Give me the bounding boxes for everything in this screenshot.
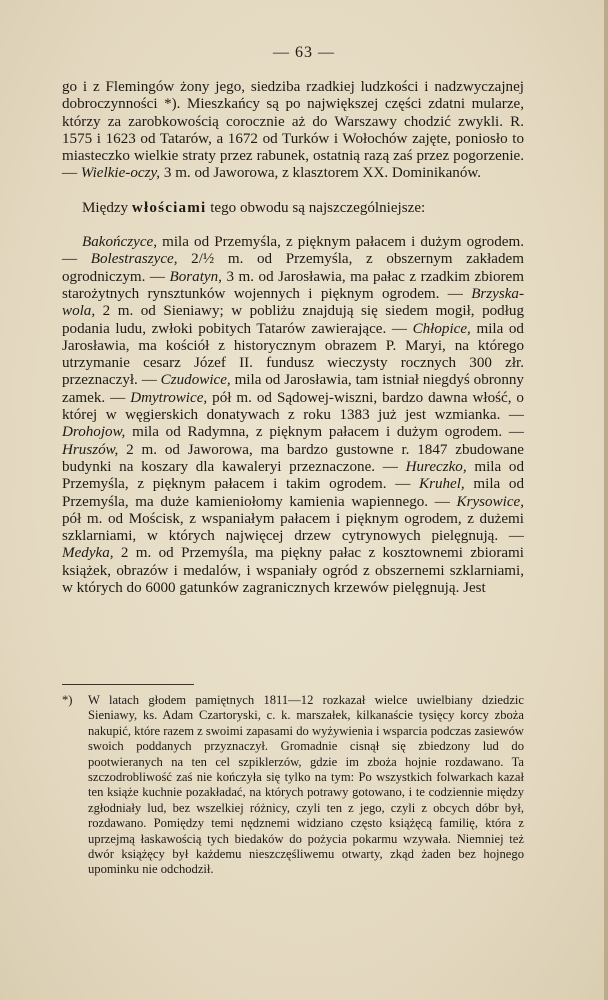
village-name: Drohojow, — [62, 424, 126, 441]
village-name: Kruhel, — [419, 476, 465, 493]
village-name: Brzyska-wola, — [62, 285, 525, 320]
village-text: mila od Przemyśla, ma duże kamieniołomy kamienia wapiennego. — — [62, 476, 524, 510]
footnote-mark: *) — [62, 693, 73, 707]
village-text: 2 m. od Jaworowa, ma bardzo gustowne r. 1847 zbudowane budynki na koszary dla kawaleryi przeznaczone. — — [62, 441, 524, 475]
main-text — [62, 79, 524, 597]
village-name: Dmytrowice, — [130, 389, 208, 406]
village-name: Medyka, — [62, 545, 114, 562]
village-text: 2 m. od Przemyśla, ma piękny pałac z kosztownemi zbiorami książek, obrazów i medalów, i wspaniały ogród z obszernemi szklarniami, w których do 6000 gatunków zagranicznych krzewów pielęgnują. Jest — [62, 545, 524, 597]
footnote-rule — [62, 684, 194, 685]
village-name: Boratyn, — [169, 268, 222, 285]
village-text: mila od Radymna, z pięknym pałacem i dużym ogrodem. — — [132, 424, 524, 441]
heading-before: Między — [82, 199, 129, 216]
paragraph-intro — [62, 79, 524, 183]
village-text: 2 m. od Sieniawy; w pobliżu znajdują się siedem mogił, podług podania ludu, zwłoki pobitych Tatarów zawierające. — — [62, 303, 524, 337]
villages-heading — [62, 200, 524, 217]
village-text: pół m. od Mościsk, z wspaniałym pałacem i pięknym ogrodem, z dużemi szklarniami, w których najwięcej drzew cytrynowych pielęgnują. — — [62, 510, 524, 545]
village-text: mila od Przemyśla, z pięknym pałacem i takim ogrodem. — — [62, 458, 524, 493]
village-name: Hureczko, — [405, 458, 467, 475]
footnote-body — [88, 693, 524, 878]
village-text: 3 m. od Jarosławia, ma pałac z rzadkim zbiorem starożytnych rynsztunków wojennych i pięknym ogrodem. — — [62, 268, 524, 302]
village-name: Hruszów, — [62, 441, 119, 458]
page-edge — [604, 0, 608, 1000]
village-name: Bakończyce, — [82, 234, 158, 251]
village-text: pół m. od Sądowej-wiszni, bardzo dawna włość, o której w węgierskich donatywach z roku 1383 już jest wzmianka. — — [62, 389, 524, 424]
village-name: Krysowice, — [456, 493, 525, 510]
village-text: mila od Jarosławia, tam istniał niegdyś obronny zamek. — — [62, 372, 524, 406]
village-text: 2/½ m. od Przemyśla, z obszernym zakładem ogrodniczym. — — [62, 251, 524, 285]
village-name: Czudowice, — [160, 372, 231, 389]
village-text: mila od Jarosławia, ma kościół z historycznym obrazem P. Maryi, na którego utrzymanie cesarz Józef II. fundusz wieczysty rocznych 300 złr. przeznaczył. — — [62, 320, 524, 389]
footnote-text: W latach głodem pamiętnych 1811—12 rozkazał wielce uwielbiany dziedzic Sieniawy, ks. Adam Czartoryski, c. k. marszałek, kilkanaście tysięcy korcy zboża nakupić, które razem z swoimi zapasami do wyżywienia i wsparcia podczas zasiewów swoich poddanych przyznaczył. Gromadnie cisnął się zbiedzony lud do pootwieranych na ten cel szpiklerzów, gdzie im zboża hojnie rozdawano. Ta szczodrobliwość zaś nie kończyła się tylko na tym: Po wszystkich folwarkach kazał ten książe kuchnie pozakładać, na których potrawy gotowano, i te codziennie między zgłodniały lud, bez wszelkiej różnicy, czyli ten z jego, czyli z obcych dóbr był, rozdawano. Pomiędzy temi nędznemi widziano często książęcą familię, która z uprzejmą łaskawością tych biedaków do pożycia pokarmu wzywała. Niemniej też dwór książęcy był każdemu nieszczęśliwemu otwarty, zkąd żaden bez hojnego upominku nie odchodził. — [88, 693, 524, 877]
footnote — [62, 693, 524, 878]
place-name: Wielkie-oczy, — [80, 165, 161, 182]
village-text: mila od Przemyśla, z pięknym pałacem i dużym ogrodem. — — [62, 234, 524, 268]
paragraph-intro-text: go i z Flemingów żony jego, siedziba rzadkiej ludzkości i nadzwyczajnej dobroczynności *). Mieszkańcy są po największej części zdatni mularze, którzy za zarobkowością corocznie aż do Warszawy chodzić zwykli. R. 1575 i 1623 od Tatarów, a 1672 od Turków i Wołochów zajęte, poniosło to miasteczko wielkie straty przez rabunek, ostatnią razą zaś przez pogorzenie. — — [62, 79, 524, 182]
villages-paragraph — [62, 234, 524, 597]
village-name: Chłopice, — [412, 320, 471, 337]
page-number: — 63 — — [273, 44, 335, 61]
heading-after: tego obwodu są najszczególniejsze: — [210, 199, 426, 216]
heading-spaced-word: włościami — [131, 199, 207, 216]
paragraph-intro-tail: 3 m. od Jaworowa, z klasztorem XX. Dominikanów. — [163, 165, 482, 182]
village-name: Bolestraszyce, — [90, 251, 178, 268]
